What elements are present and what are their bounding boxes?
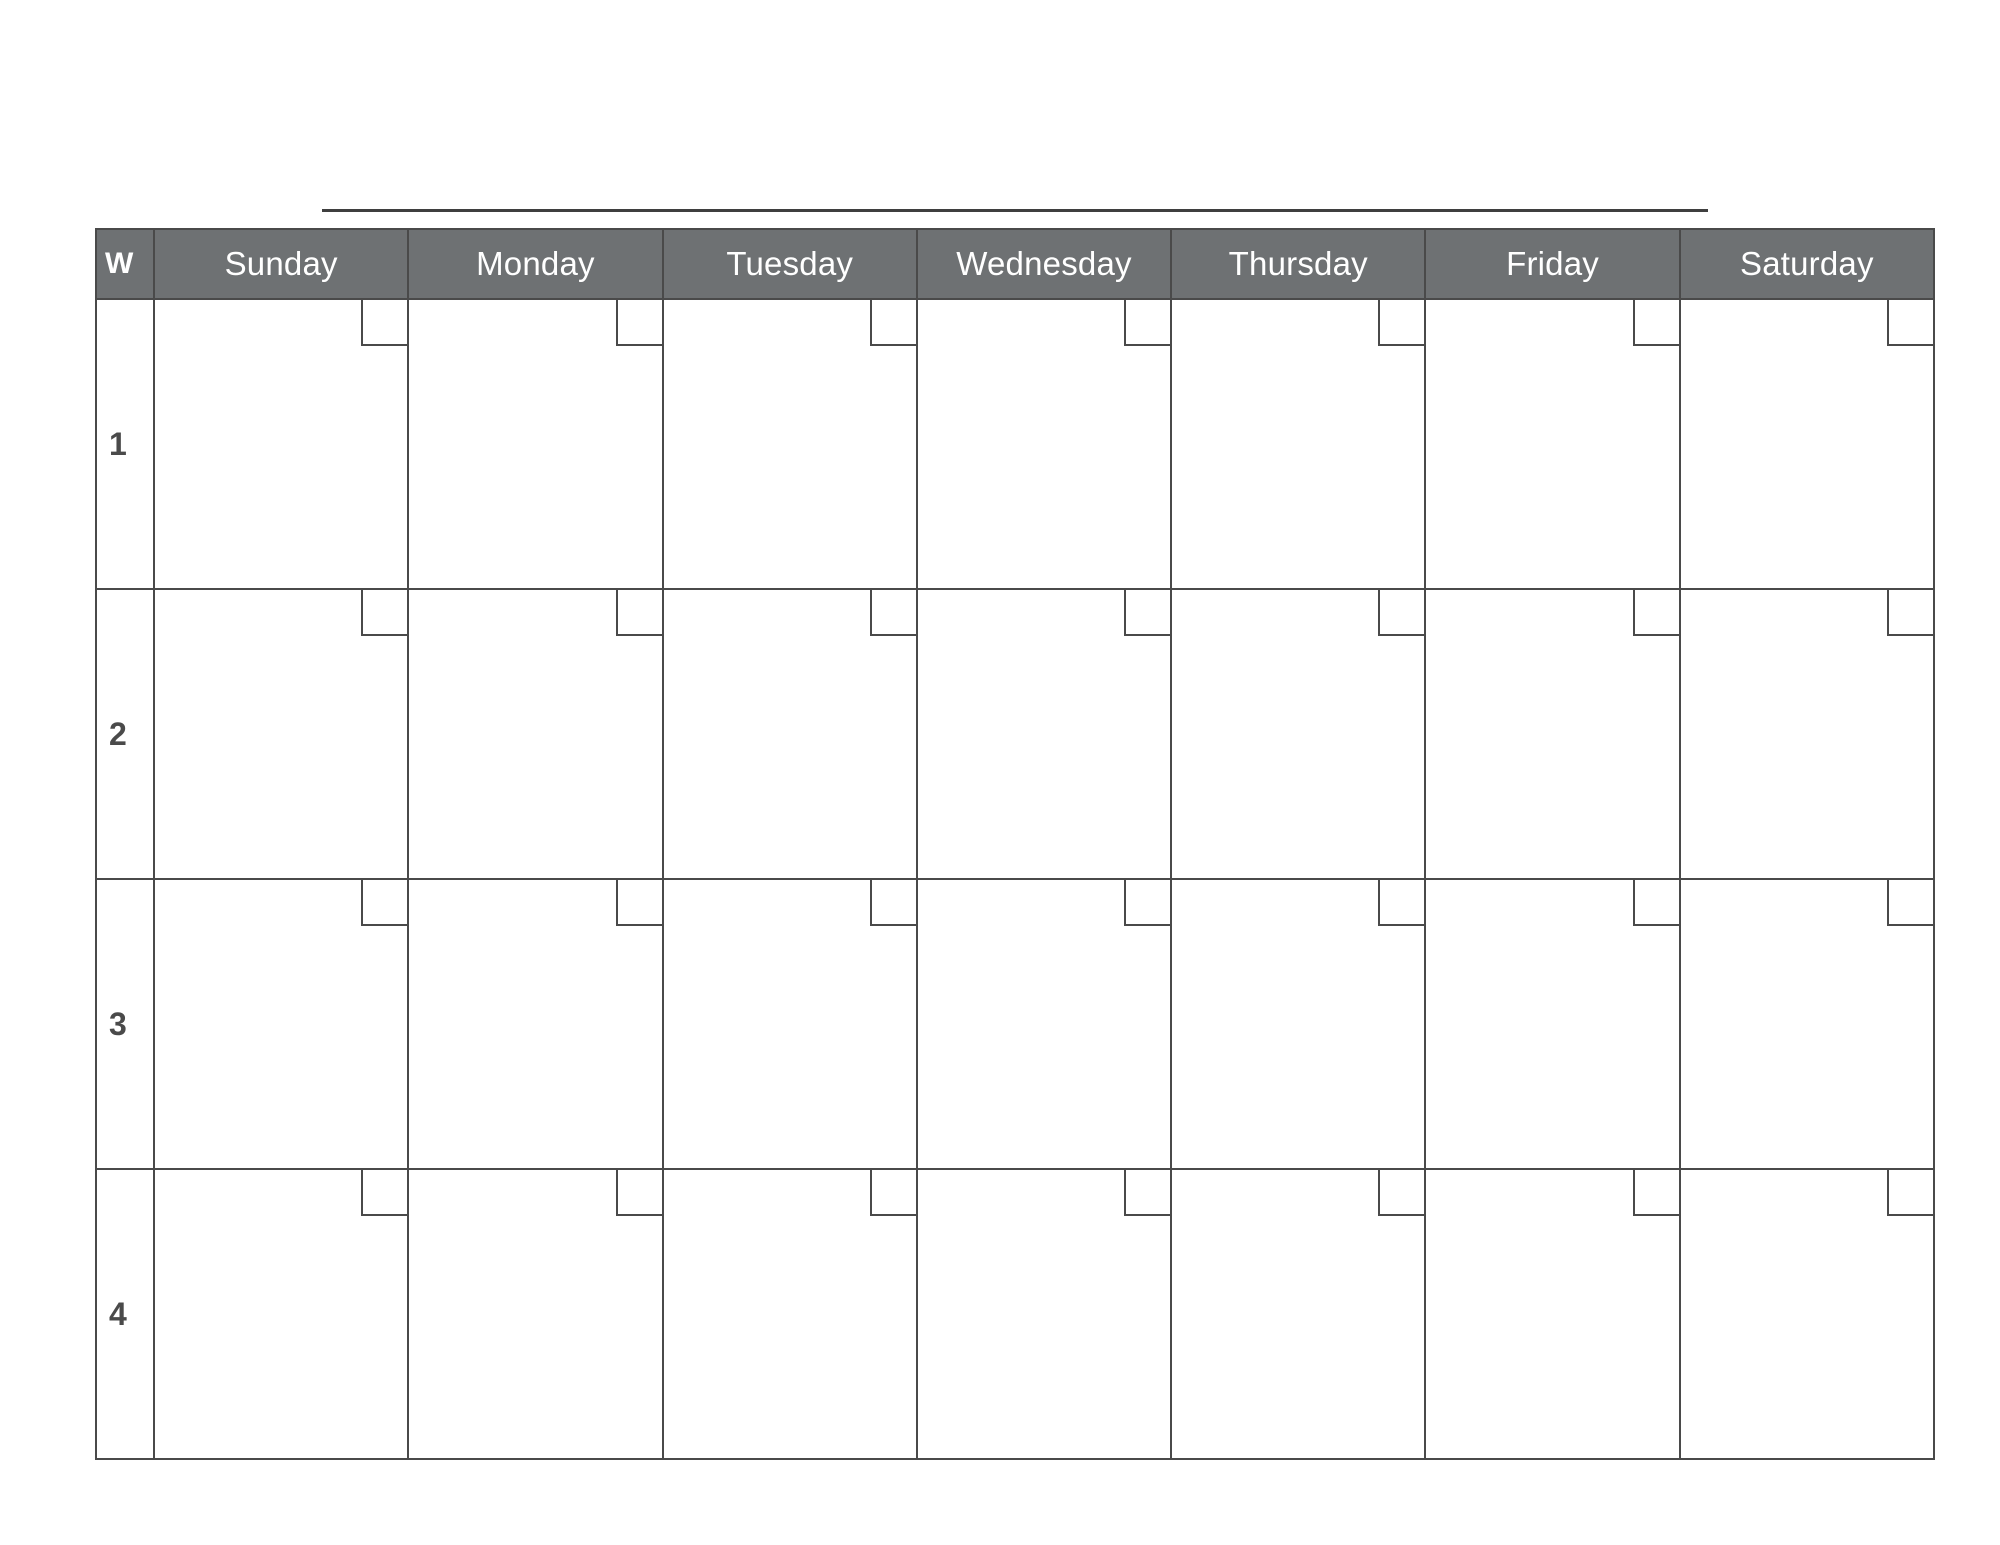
day-header-thursday: Thursday [1171,229,1425,299]
day-cell[interactable] [154,299,408,589]
date-box[interactable] [1378,300,1424,346]
date-box[interactable] [870,880,916,926]
day-cell[interactable] [1680,589,1934,879]
date-box[interactable] [870,1170,916,1216]
week-number: 2 [96,589,154,879]
date-box[interactable] [361,1170,407,1216]
day-header-wednesday: Wednesday [917,229,1171,299]
day-cell[interactable] [917,299,1171,589]
date-box[interactable] [616,1170,662,1216]
day-header-saturday: Saturday [1680,229,1934,299]
date-box[interactable] [1633,880,1679,926]
week-row [96,299,1934,589]
date-box[interactable] [1633,590,1679,636]
date-box[interactable] [870,590,916,636]
date-box[interactable] [870,300,916,346]
date-box[interactable] [1378,1170,1424,1216]
calendar-body [96,299,1934,1459]
day-cell[interactable] [1425,299,1679,589]
day-cell[interactable] [1680,299,1934,589]
week-number: 4 [96,1169,154,1459]
date-box[interactable] [361,300,407,346]
date-box[interactable] [1887,880,1933,926]
day-cell[interactable] [663,589,917,879]
day-cell[interactable] [1680,1169,1934,1459]
day-cell[interactable] [1171,879,1425,1169]
day-cell[interactable] [408,589,662,879]
date-box[interactable] [616,300,662,346]
day-cell[interactable] [408,1169,662,1459]
date-box[interactable] [1124,1170,1170,1216]
day-header-sunday: Sunday [154,229,408,299]
day-header-tuesday: Tuesday [663,229,917,299]
date-box[interactable] [616,880,662,926]
day-cell[interactable] [663,879,917,1169]
week-row [96,879,1934,1169]
week-column-header: W [96,229,154,299]
day-cell[interactable] [663,299,917,589]
day-header-friday: Friday [1425,229,1679,299]
week-row [96,589,1934,879]
day-cell[interactable] [154,879,408,1169]
day-cell[interactable] [1425,1169,1679,1459]
week-number: 1 [96,299,154,589]
day-cell[interactable] [663,1169,917,1459]
monthly-calendar-grid [95,228,1935,1460]
calendar-header-row [96,229,1934,299]
day-cell[interactable] [408,879,662,1169]
day-cell[interactable] [1171,299,1425,589]
day-cell[interactable] [917,879,1171,1169]
date-box[interactable] [1887,590,1933,636]
day-cell[interactable] [1171,589,1425,879]
date-box[interactable] [1633,300,1679,346]
date-box[interactable] [1124,880,1170,926]
day-cell[interactable] [1425,879,1679,1169]
date-box[interactable] [1887,300,1933,346]
day-cell[interactable] [154,589,408,879]
day-header-monday: Monday [408,229,662,299]
day-cell[interactable] [1680,879,1934,1169]
week-row [96,1169,1934,1459]
title-rule [322,209,1708,212]
date-box[interactable] [616,590,662,636]
day-cell[interactable] [154,1169,408,1459]
week-number: 3 [96,879,154,1169]
day-cell[interactable] [408,299,662,589]
date-box[interactable] [361,880,407,926]
day-cell[interactable] [1425,589,1679,879]
day-cell[interactable] [917,589,1171,879]
date-box[interactable] [1124,300,1170,346]
day-cell[interactable] [1171,1169,1425,1459]
date-box[interactable] [1633,1170,1679,1216]
date-box[interactable] [361,590,407,636]
day-cell[interactable] [917,1169,1171,1459]
date-box[interactable] [1887,1170,1933,1216]
date-box[interactable] [1378,590,1424,636]
date-box[interactable] [1124,590,1170,636]
date-box[interactable] [1378,880,1424,926]
